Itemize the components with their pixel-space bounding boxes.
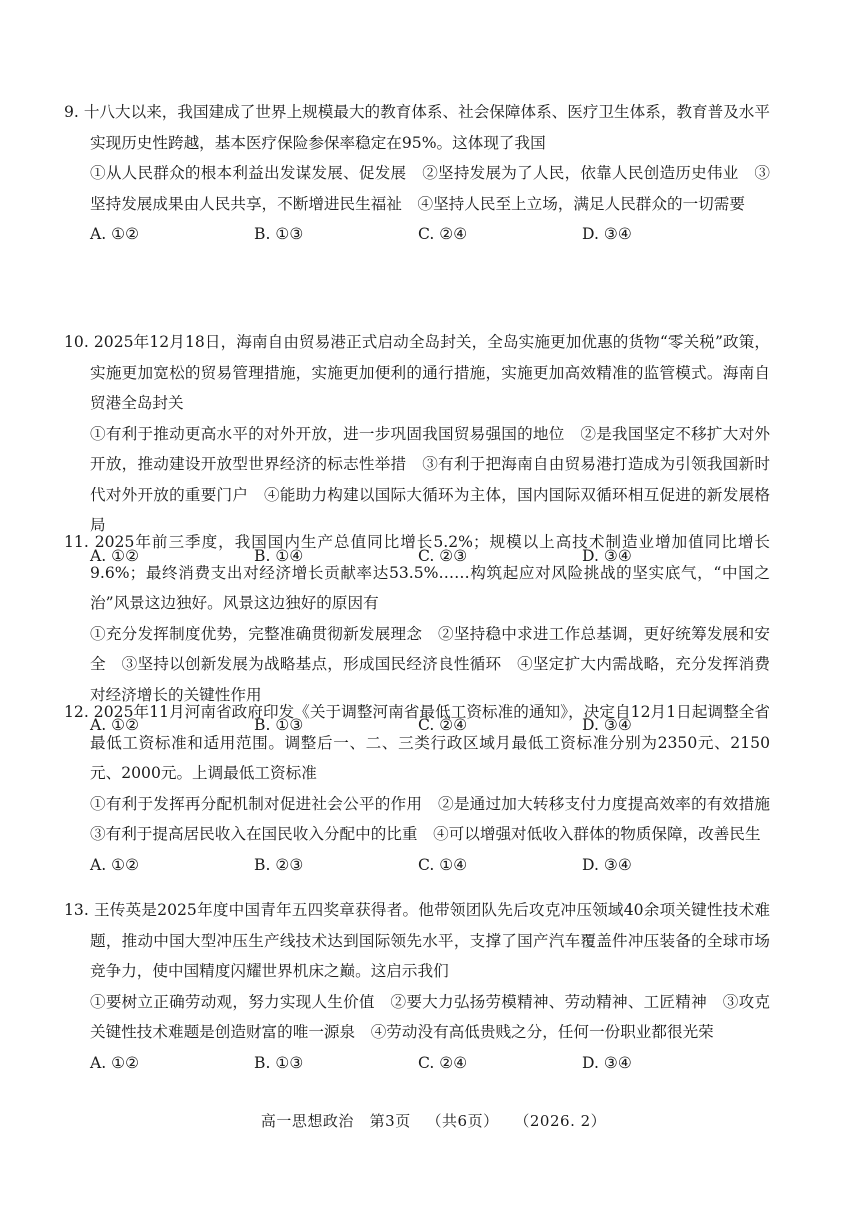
option-d[interactable]: D. ③④	[582, 1053, 632, 1072]
option-d[interactable]: D. ③④	[582, 716, 632, 734]
option-c[interactable]: C. ②④	[418, 225, 468, 243]
question-statements: ①有利于推动更高水平的对外开放，进一步巩固我国贸易强国的地位 ②是我国坚定不移扩大对外开放，推动建设开放型世界经济的标志性举措 ③有利于把海南自由贸易港打造成为引领我国新时代对外开放的重要门户 ④能助力构建以国际大循环为主体，国内国际双循环相互促进的新发展格局	[90, 424, 770, 534]
question-statements: ①要树立正确劳动观，努力实现人生价值 ②要大力弘扬劳模精神、劳动精神、工匠精神 ③攻克关键性技术难题是创造财富的唯一源泉 ④劳动没有高低贵贱之分，任何一份职业都很光荣	[90, 992, 770, 1041]
option-c[interactable]: C. ②④	[418, 1053, 468, 1072]
option-a[interactable]: A. ①②	[90, 1053, 140, 1072]
question-statements: ①有利于发挥再分配机制对促进社会公平的作用 ②是通过加大转移支付力度提高效率的有效措施 ③有利于提高居民收入在国民收入分配中的比重 ④可以增强对低收入群体的物质保障，改善民生	[90, 794, 786, 843]
question-12	[64, 697, 786, 880]
option-c[interactable]: C. ②④	[418, 716, 468, 734]
question-statements: ①从人民群众的根本利益出发谋发展、促发展 ②坚持发展为了人民，依靠人民创造历史伟业 ③坚持发展成果由人民共享，不断增进民生福祉 ④坚持人民至上立场，满足人民群众的一切需要	[90, 164, 770, 213]
option-d[interactable]: D. ③④	[582, 855, 632, 874]
option-c[interactable]: C. ①④	[418, 855, 468, 874]
option-row	[64, 850, 770, 881]
question-stem: 10. 2025年12月18日，海南自由贸易港正式启动全岛封关，全岛实施更加优惠的货物“零关税”政策，实施更加宽松的贸易管理措施，实施更加便利的通行措施，实施更加高效精准的监管模式。海南自贸港全岛封关	[64, 333, 770, 412]
footer-page-number: 第3页	[369, 1112, 411, 1130]
option-d[interactable]: D. ③④	[582, 546, 632, 565]
question-stem: 13. 王传英是2025年度中国青年五四奖章获得者。他带领团队先后攻克冲压领域40余项关键性技术难题，推动中国大型冲压生产线技术达到国际领先水平，支撑了国产汽车覆盖件冲压装备的全球市场竞争力，使中国精度闪耀世界机床之巅。这启示我们	[64, 901, 770, 980]
question-stem: 11. 2025年前三季度，我国国内生产总值同比增长5.2%；规模以上高技术制造业增加值同比增长9.6%；最终消费支出对经济增长贡献率达53.5%……构筑起应对风险挑战的坚实底气，“中国之治”风景这边独好。风景这边独好的原因有	[64, 533, 770, 612]
option-c[interactable]: C. ②③	[418, 546, 468, 565]
page-footer	[0, 1106, 867, 1137]
option-d[interactable]: D. ③④	[582, 225, 632, 243]
question-stem: 9. 十八大以来，我国建成了世界上规模最大的教育体系、社会保障体系、医疗卫生体系，教育普及水平实现历史性跨越，基本医疗保险参保率稳定在95%。这体现了我国	[64, 103, 770, 152]
question-statements: ①充分发挥制度优势，完整准确贯彻新发展理念 ②坚持稳中求进工作总基调，更好统筹发展和安全 ③坚持以创新发展为战略基点，形成国民经济良性循环 ④坚定扩大内需战略，充分发挥消费对经济增长的关键性作用	[90, 624, 770, 704]
option-a[interactable]: A. ①②	[90, 225, 140, 243]
question-13	[64, 895, 770, 1078]
option-b[interactable]: B. ①③	[254, 1053, 304, 1072]
option-b[interactable]: B. ①④	[254, 546, 304, 565]
option-b[interactable]: B. ①③	[254, 716, 304, 734]
footer-date: （2026. 2）	[514, 1112, 607, 1130]
option-row	[64, 1048, 770, 1079]
option-a[interactable]: A. ①②	[90, 716, 140, 734]
option-a[interactable]: A. ①②	[90, 855, 140, 874]
question-9	[64, 97, 770, 250]
option-b[interactable]: B. ②③	[254, 855, 304, 874]
footer-total-pages: （共6页）	[426, 1112, 499, 1130]
option-a[interactable]: A. ①②	[90, 546, 140, 565]
option-row	[64, 219, 770, 250]
question-stem: 12. 2025年11月河南省政府印发《关于调整河南省最低工资标准的通知》，决定自12月1日起调整全省最低工资标准和适用范围。调整后一、二、三类行政区域月最低工资标准分别为2350元、2150元、2000元。上调最低工资标准	[64, 703, 770, 782]
option-b[interactable]: B. ①③	[254, 225, 304, 243]
footer-subject: 高一思想政治	[260, 1112, 354, 1130]
